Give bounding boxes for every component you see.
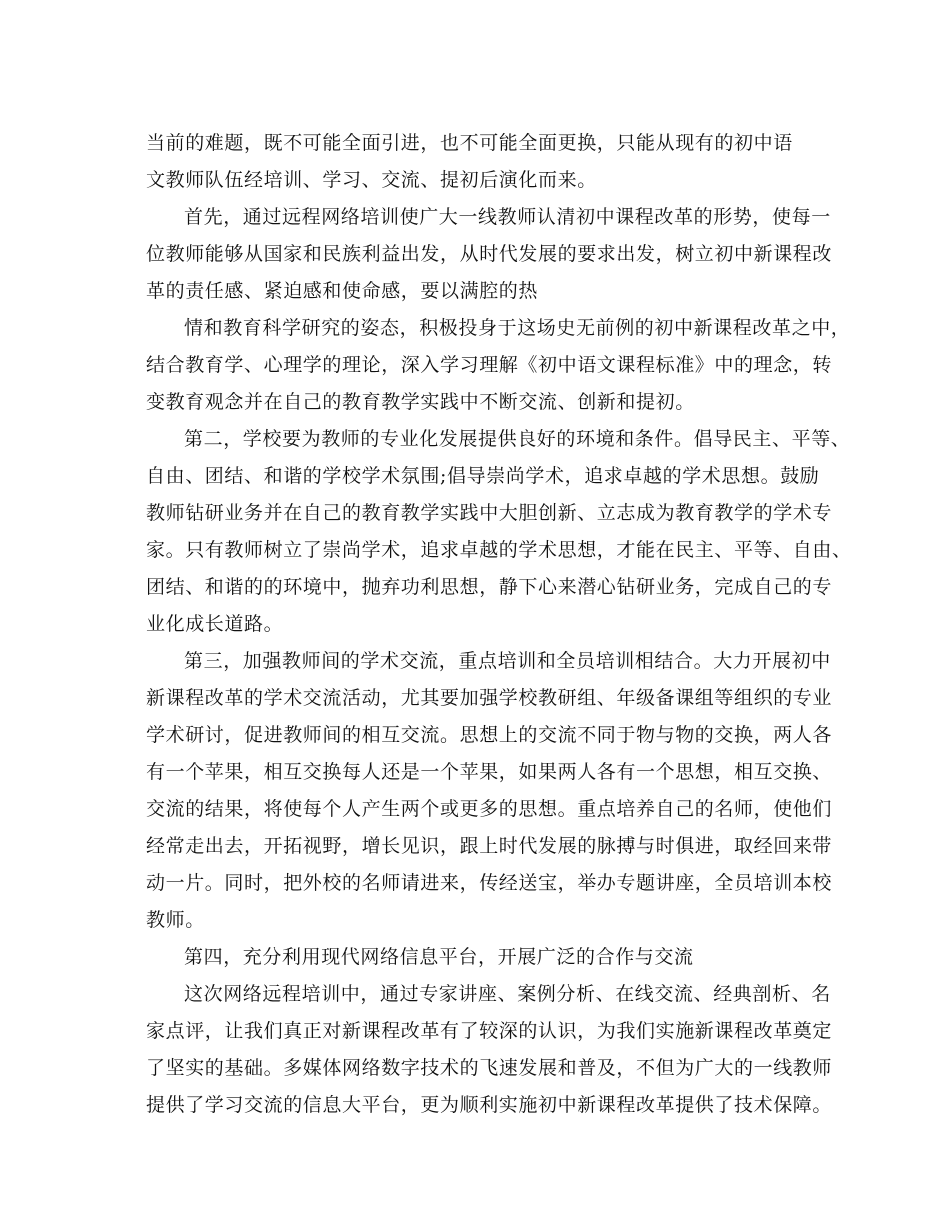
text-line: 动一片。同时，把外校的名师请进来，传经送宝，举办专题讲座，全员培训本校 [146,872,833,894]
text-line: 结合教育学、心理学的理论，深入学习理解《初中语文课程标准》中的理念，转 [146,354,833,376]
paragraph-start: 首先，通过远程网络培训使广大一线教师认清初中课程改革的形势，使每一 [184,206,831,228]
text-line: 有一个苹果，相互交换每人还是一个苹果，如果两人各有一个思想，相互交换、 [146,761,833,783]
text-line: 家。只有教师树立了崇尚学术，追求卓越的学术思想，才能在民主、平等、自由、 [146,539,852,561]
text-line: 业化成长道路。 [146,613,284,635]
paragraph-start: 情和教育科学研究的姿态，积极投身于这场史无前例的初中新课程改革之中， [184,317,851,339]
text-line: 位教师能够从国家和民族利益出发，从时代发展的要求出发，树立初中新课程改 [146,243,833,265]
text-line: 教师。 [146,909,205,931]
text-line: 家点评，让我们真正对新课程改革有了较深的认识，为我们实施新课程改革奠定 [146,1020,833,1042]
text-line: 新课程改革的学术交流活动，尤其要加强学校教研组、年级备课组等组织的专业 [146,687,833,709]
text-line: 团结、和谐的的环境中，抛弃功利思想，静下心来潜心钻研业务，完成自己的专 [146,576,833,598]
paragraph-start: 第三，加强教师间的学术交流，重点培训和全员培训相结合。大力开展初中 [184,650,831,672]
paragraph-start: 这次网络远程培训中，通过专家讲座、案例分析、在线交流、经典剖析、名 [184,983,831,1005]
text-line: 教师钻研业务并在自己的教育教学实践中大胆创新、立志成为教育教学的学术专 [146,502,833,524]
text-line: 变教育观念并在自己的教育教学实践中不断交流、创新和提初。 [146,391,695,413]
text-line: 当前的难题，既不可能全面引进，也不可能全面更换，只能从现有的初中语 [146,132,793,154]
text-line: 自由、团结、和谐的学校学术氛围;倡导崇尚学术，追求卓越的学术思想。鼓励 [146,465,820,487]
paragraph-start: 第二，学校要为教师的专业化发展提供良好的环境和条件。倡导民主、平等、 [184,428,851,450]
text-line: 交流的结果，将使每个人产生两个或更多的思想。重点培养自己的名师，使他们 [146,798,833,820]
text-line: 提供了学习交流的信息大平台，更为顺利实施初中新课程改革提供了技术保障。 [146,1094,833,1116]
text-line: 革的责任感、紧迫感和使命感，要以满腔的热 [146,280,539,302]
text-line: 经常走出去，开拓视野，增长见识，跟上时代发展的脉搏与时俱进，取经回来带 [146,835,833,857]
text-line: 了坚实的基础。多媒体网络数字技术的飞速发展和普及，不但为广大的一线教师 [146,1057,833,1079]
section-heading: 第四，充分利用现代网络信息平台，开展广泛的合作与交流 [184,946,694,968]
text-line: 文教师队伍经培训、学习、交流、提初后演化而来。 [146,169,597,191]
text-line: 学术研讨，促进教师间的相互交流。思想上的交流不同于物与物的交换，两人各 [146,724,833,746]
